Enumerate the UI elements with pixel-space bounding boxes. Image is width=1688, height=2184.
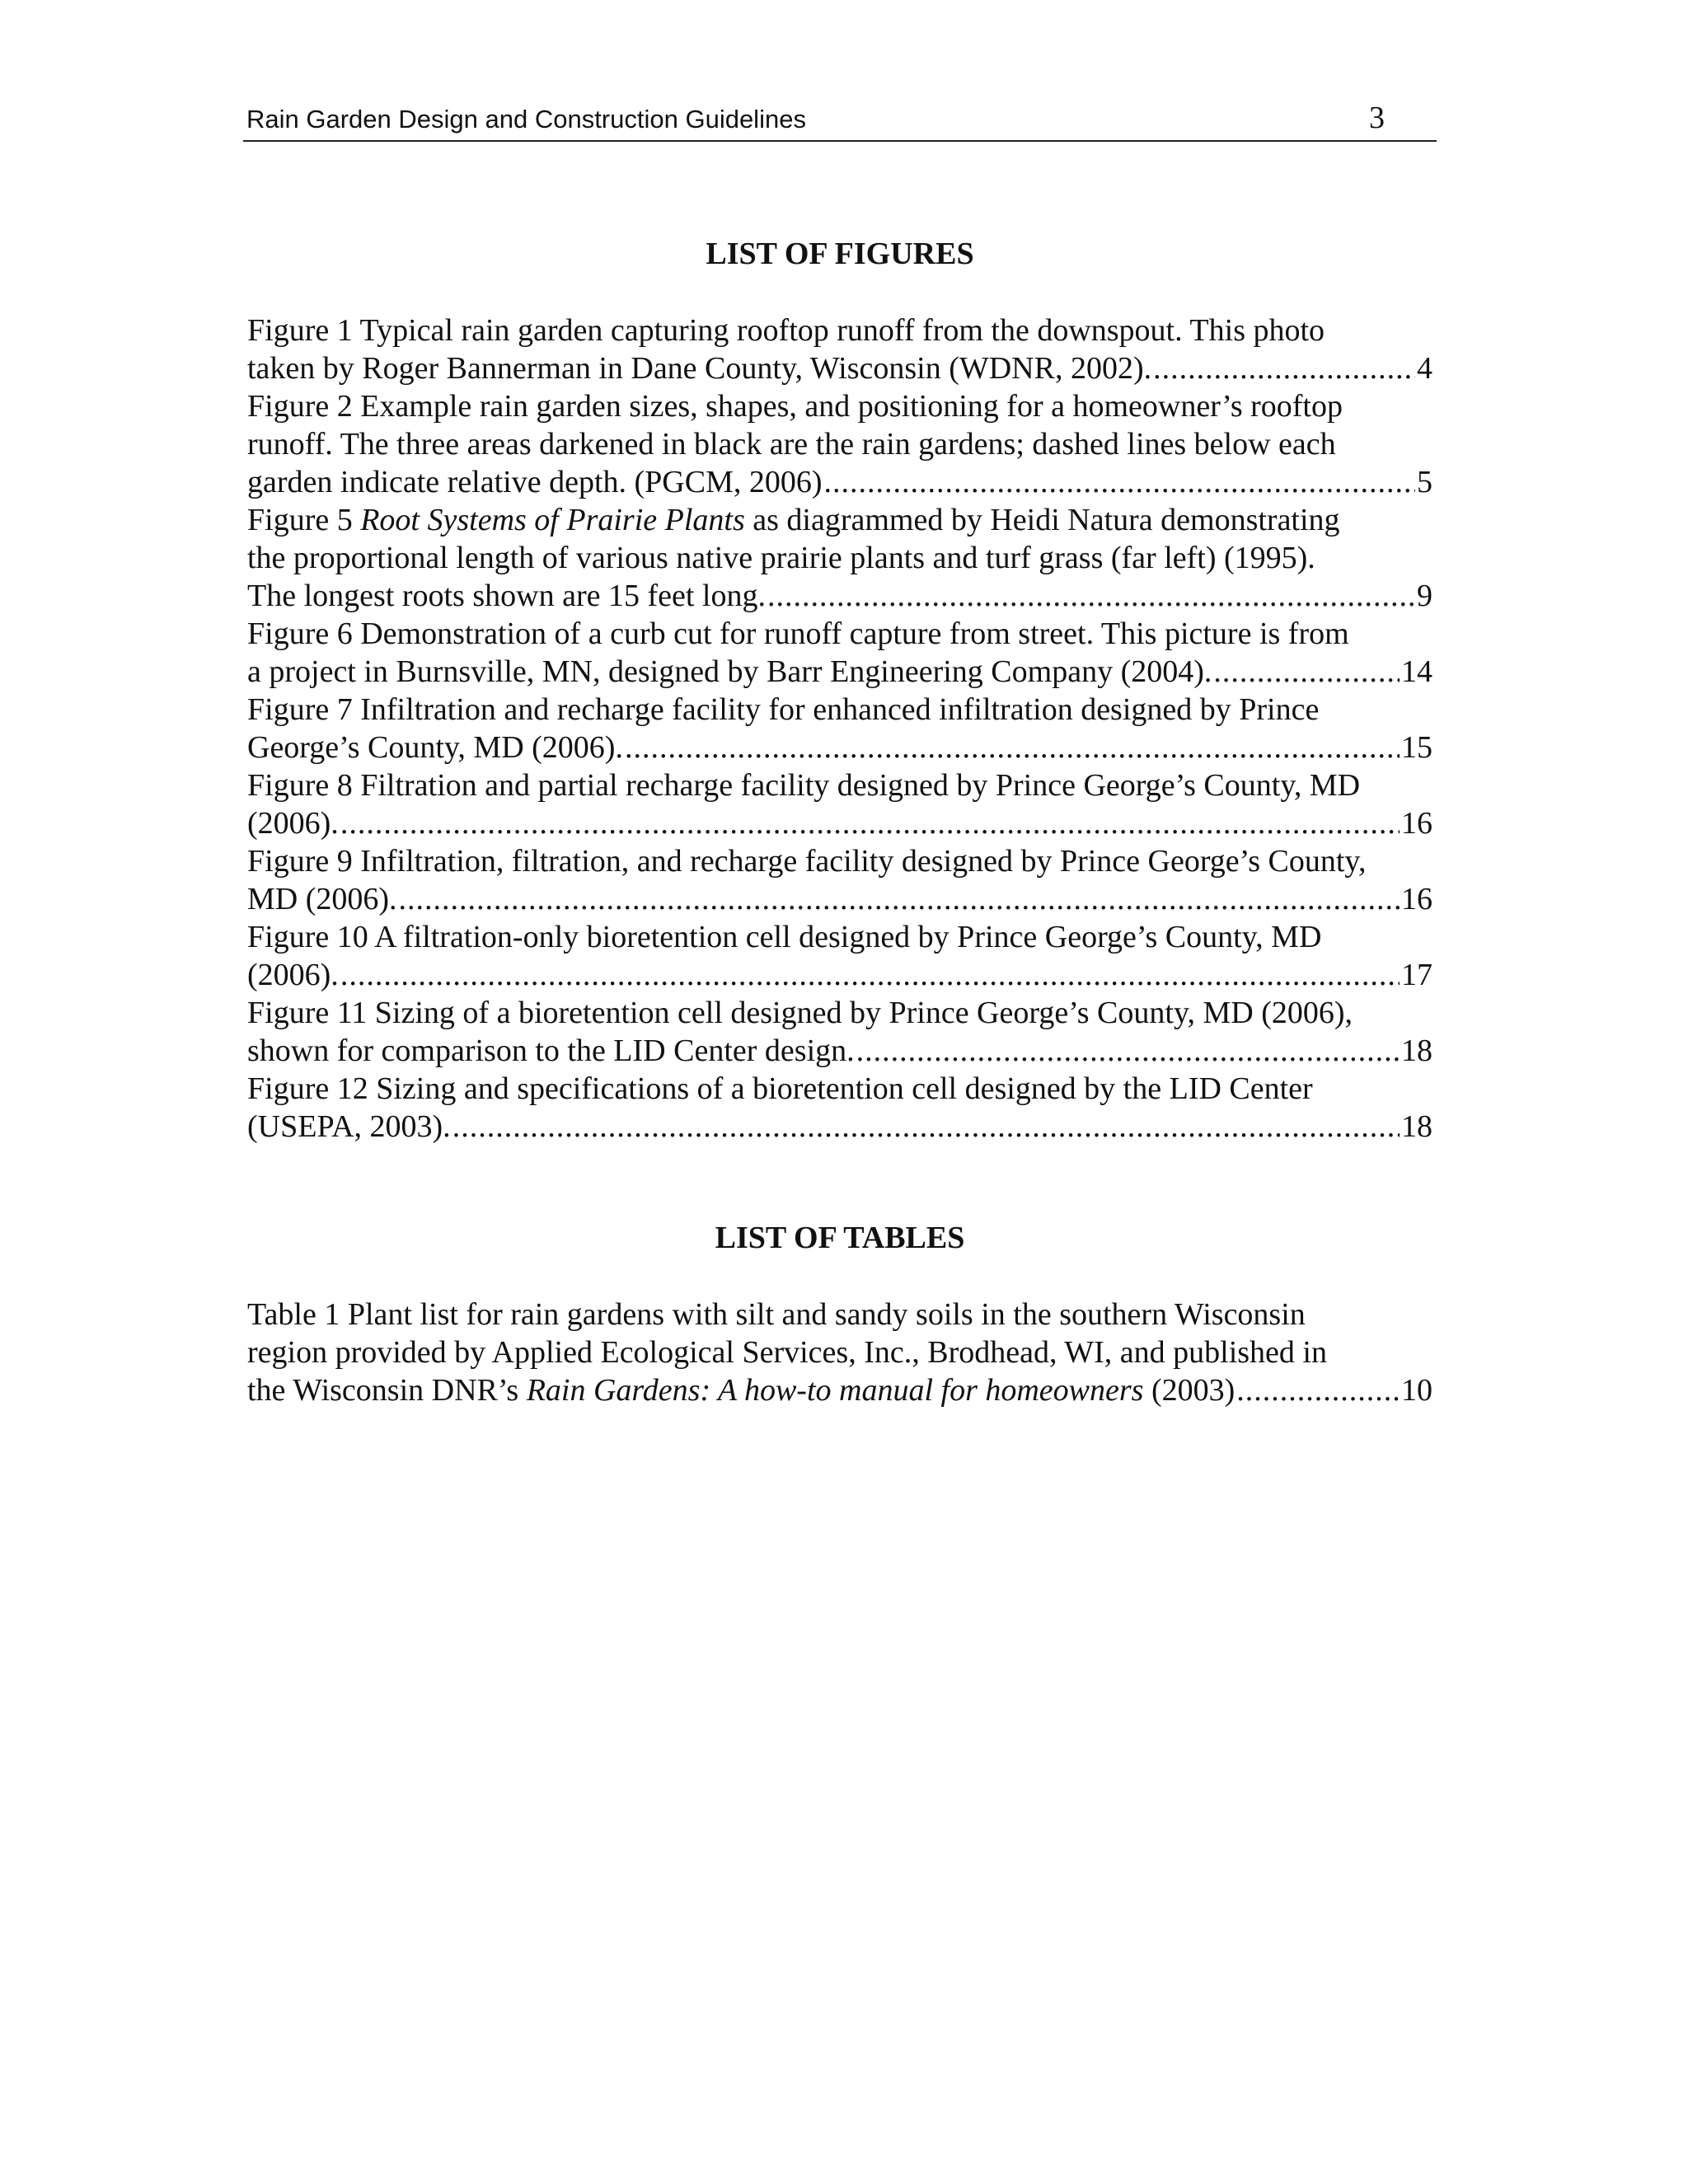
- toc-entry-last-line: [247, 1108, 1432, 1146]
- toc-entry-last-line: [247, 804, 1432, 842]
- entry-italic-title: Rain Gardens: A how-to manual for homeowners: [526, 1373, 1144, 1408]
- toc-entry[interactable]: [247, 501, 1432, 615]
- entry-page-number: 16: [1401, 882, 1432, 916]
- dot-leader: [767, 577, 1415, 615]
- entry-text: the Wisconsin DNR’s: [247, 1373, 527, 1408]
- toc-entry[interactable]: [247, 842, 1432, 918]
- dot-leader: [1236, 1371, 1400, 1409]
- toc-entry-line: region provided by Applied Ecological Services, Inc., Brodhead, WI, and published in: [247, 1335, 1327, 1370]
- dot-leader: [1213, 653, 1400, 691]
- entry-text: (2003): [1143, 1373, 1236, 1408]
- toc-entry-line: Table 1 Plant list for rain gardens with silt and sandy soils in the southern Wisconsin: [247, 1297, 1306, 1332]
- list-of-tables-heading: LIST OF TABLES: [715, 1221, 965, 1255]
- entry-page-number: 14: [1401, 654, 1432, 689]
- toc-entry[interactable]: [247, 1296, 1432, 1409]
- toc-entry-line: Figure 12 Sizing and specifications of a bioretention cell designed by the LID Center: [247, 1071, 1313, 1106]
- toc-entry-last-line: [247, 880, 1432, 918]
- toc-entry-line: Figure 7 Infiltration and recharge facility for enhanced infiltration designed by Prince: [247, 692, 1320, 727]
- toc-entry-line: Figure 1 Typical rain garden capturing rooftop runoff from the downspout. This photo: [247, 313, 1325, 348]
- running-header: [243, 101, 1437, 142]
- entry-text: Figure 5: [247, 503, 361, 537]
- entry-page-number: 9: [1417, 579, 1432, 613]
- dot-leader: [856, 1032, 1400, 1070]
- toc-entry-line: Figure 2 Example rain garden sizes, shapes, and positioning for a homeowner’s rooftop: [247, 389, 1343, 424]
- entry-page-number: 18: [1401, 1109, 1432, 1144]
- toc-entry[interactable]: [247, 1070, 1432, 1146]
- list-of-tables: [247, 1296, 1432, 1409]
- entry-text: shown for comparison to the LID Center design.: [247, 1033, 855, 1068]
- entry-page-number: 17: [1401, 958, 1432, 992]
- toc-entry[interactable]: [247, 615, 1432, 691]
- entry-page-number: 10: [1401, 1373, 1432, 1408]
- toc-entry-last-line: [247, 956, 1432, 994]
- toc-entry-last-line: [247, 577, 1432, 615]
- toc-entry[interactable]: [247, 691, 1432, 766]
- toc-entry-line: Figure 8 Filtration and partial recharge facility designed by Prince George’s County, MD: [247, 768, 1361, 803]
- entry-text: taken by Roger Bannerman in Dane County, Wisconsin (WDNR, 2002).: [247, 351, 1152, 386]
- dot-leader: [340, 956, 1400, 994]
- entry-text: (USEPA, 2003).: [247, 1109, 451, 1144]
- list-of-figures: [247, 312, 1432, 1146]
- entry-page-number: 4: [1417, 351, 1432, 386]
- entry-text: garden indicate relative depth. (PGCM, 2006): [247, 465, 823, 499]
- dot-leader: [399, 880, 1400, 918]
- entry-text: a project in Burnsville, MN, designed by Barr Engineering Company (2004).: [247, 654, 1212, 689]
- toc-entry-line: runoff. The three areas darkened in black are the rain gardens; dashed lines below each: [247, 427, 1336, 462]
- entry-page-number: 16: [1401, 806, 1432, 841]
- list-of-figures-heading: LIST OF FIGURES: [706, 237, 974, 271]
- document-title: Rain Garden Design and Construction Guidelines: [246, 105, 806, 134]
- entry-page-number: 15: [1401, 730, 1432, 765]
- toc-entry-last-line: [247, 463, 1432, 501]
- toc-entry[interactable]: [247, 766, 1432, 842]
- entry-text: The longest roots shown are 15 feet long.: [247, 579, 766, 613]
- toc-entry-last-line: [247, 729, 1432, 766]
- entry-page-number: 18: [1401, 1033, 1432, 1068]
- dot-leader: [1153, 349, 1415, 387]
- toc-entry[interactable]: [247, 994, 1432, 1070]
- toc-entry-line: Figure 6 Demonstration of a curb cut for runoff capture from street. This picture is from: [247, 616, 1349, 651]
- toc-entry-line: [247, 501, 1432, 539]
- toc-entry-line: Figure 10 A filtration-only bioretention cell designed by Prince George’s County, MD: [247, 920, 1322, 954]
- toc-entry-last-line: [247, 653, 1432, 691]
- entry-italic-title: Root Systems of Prairie Plants: [360, 503, 745, 537]
- toc-entry-line: Figure 9 Infiltration, filtration, and recharge facility designed by Prince George’s County,: [247, 844, 1367, 879]
- toc-entry-line: the proportional length of various native prairie plants and turf grass (far left) (1995).: [247, 541, 1315, 575]
- entry-text: George’s County, MD (2006).: [247, 730, 623, 765]
- dot-leader: [625, 729, 1400, 766]
- entry-text: (2006).: [247, 806, 339, 841]
- dot-leader: [340, 804, 1400, 842]
- toc-entry[interactable]: [247, 918, 1432, 994]
- entry-text: (2006).: [247, 958, 339, 992]
- entry-text: [247, 1371, 1235, 1409]
- dot-leader: [824, 463, 1415, 501]
- entry-text: MD (2006).: [247, 882, 397, 916]
- toc-entry-last-line: [247, 1032, 1432, 1070]
- toc-entry[interactable]: [247, 387, 1432, 501]
- toc-entry-line: Figure 11 Sizing of a bioretention cell designed by Prince George’s County, MD (2006),: [247, 996, 1353, 1030]
- entry-text: as diagrammed by Heidi Natura demonstrating: [744, 503, 1340, 537]
- toc-entry-last-line: [247, 349, 1432, 387]
- toc-entry[interactable]: [247, 312, 1432, 387]
- page-number: 3: [1369, 101, 1385, 135]
- entry-page-number: 5: [1417, 465, 1432, 499]
- dot-leader: [452, 1108, 1400, 1146]
- toc-entry-last-line: [247, 1371, 1432, 1409]
